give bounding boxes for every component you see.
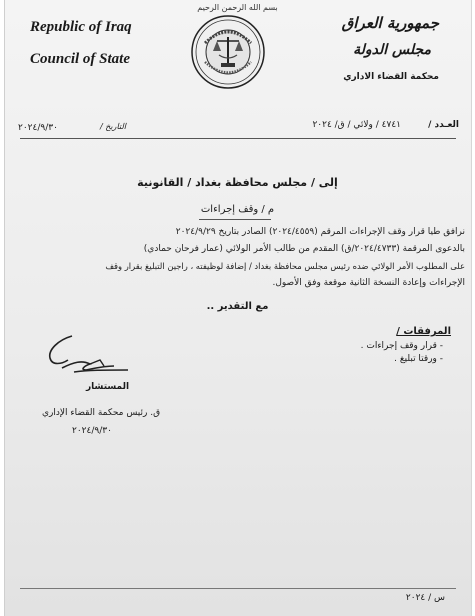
body-line-3: على المطلوب الأمر الولائي ضده رئيس مجلس محافظة بغداد / إضافة لوظيفته ، راجين التبليغ بقرار وقف [105,261,465,271]
signature-date: ٢٠٢٤/٩/٣٠ [72,426,112,436]
attachments-title: المرفقات / [396,326,451,337]
footer-divider [20,588,456,589]
ref-number-value: ٤٧٤١ / ولائي / ق/ ٢٠٢٤ [312,120,401,130]
subject: م / وقف إجراءات [200,204,275,215]
council-emblem-icon [191,15,265,89]
header-divider [20,138,456,139]
signature-scribble [44,330,134,380]
signature-role: المستشار [86,382,130,392]
ref-date-label: التاريخ / [100,122,127,131]
header-republic-ar: جمهورية العراق [341,14,439,32]
attachment-item: - قرار وقف إجراءات . [360,341,443,351]
header-court-ar: محكمة القضاء الاداري [343,72,439,82]
body-line-2: بالدعوى المرقمة (٢٠٢٤/٤٧٣٣/ق) المقدم من طالب الأمر الولائي (عمار فرحان حمادي) [143,244,465,254]
footer-ref: س / ٢٠٢٤ [405,593,445,603]
subject-underline [199,219,271,220]
signature-position: ق. رئيس محكمة القضاء الإداري [42,408,161,418]
closing: مع التقدير .. [206,301,269,312]
body-line-1: نرافق طيا قرار وقف الإجراءات المرقم (٢٠٢٤/٤٥٥٩) الصادر بتاريخ ٢٠٢٤/٩/٢٩ [175,227,465,237]
basmala: بسم الله الرحمن الرحيم [197,3,278,12]
header-council-en: Council of State [30,51,131,67]
ref-date-value: ٢٠٢٤/٩/٣٠ [18,123,58,133]
attachment-item: - ورقتا تبليغ . [394,354,443,364]
header-republic-en: Republic of Iraq [30,19,132,35]
header-council-ar: مجلس الدولة [353,42,431,58]
body-line-4: الإجراءات وإعادة النسخة الثانية موقعة وفق الأصول. [272,278,465,288]
ref-number-label: العـدد / [428,120,459,130]
addressee: إلى / مجلس محافظة بغداد / القانونية [137,176,338,189]
